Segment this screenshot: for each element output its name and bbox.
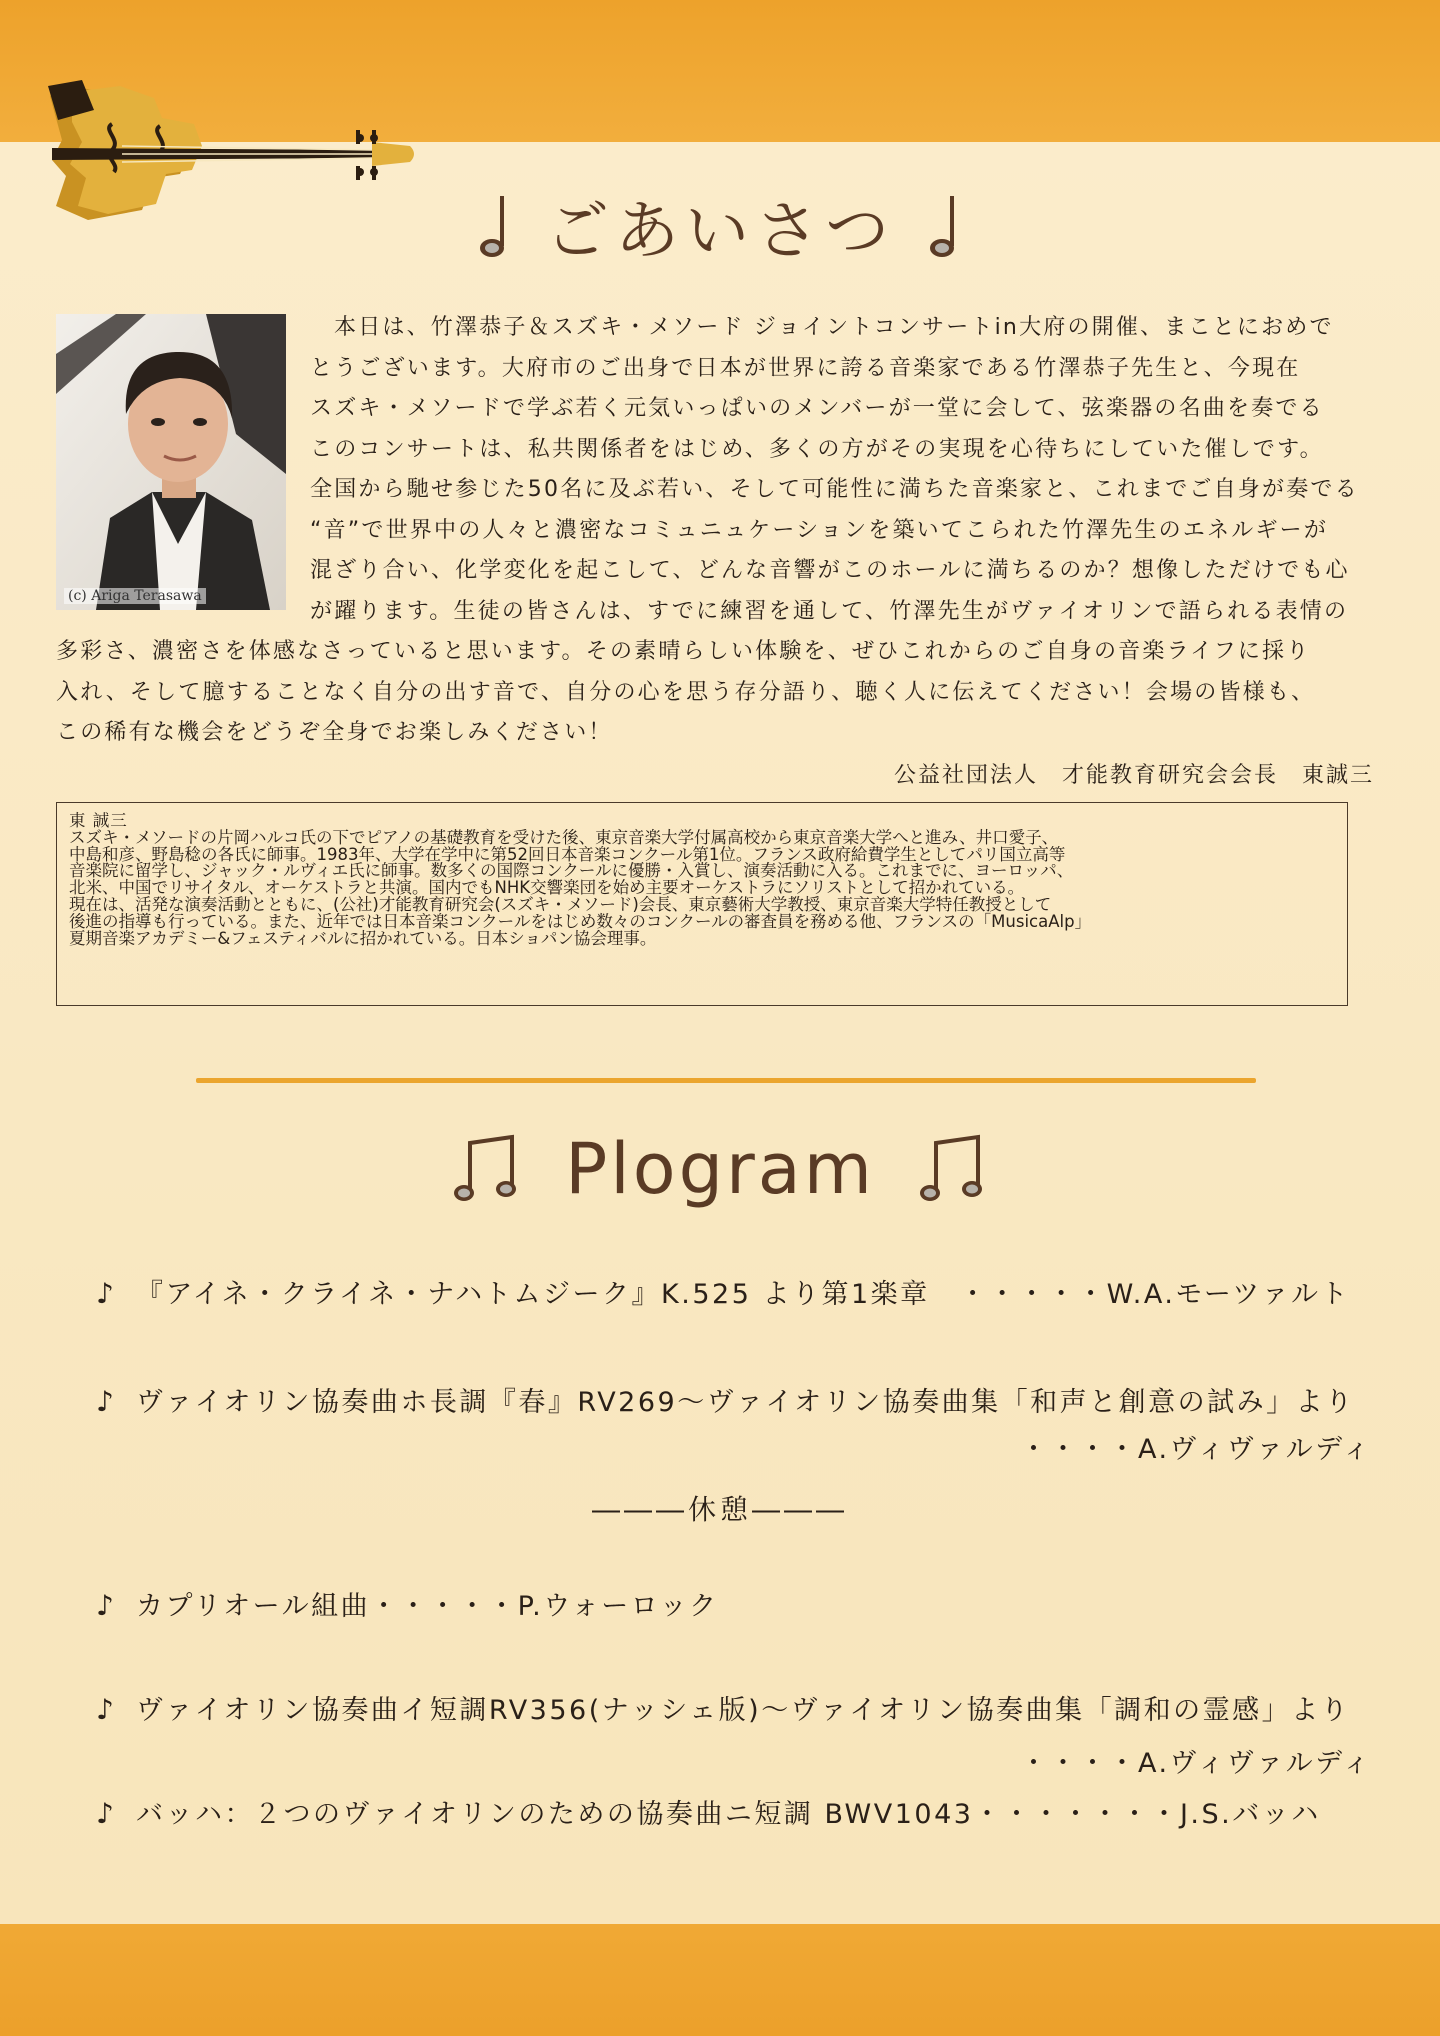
greeting-line: とうございます。大府市のご出身で日本が世界に誇る音楽家である竹澤恭子先生と、今現在 bbox=[310, 355, 1301, 381]
greeting-heading bbox=[0, 180, 1440, 272]
bio-line: 中島和彦、野島稔の各氏に師事。1983年、大学在学中に第52回日本音楽コンクール第1位。フランス政府給費学生としてパリ国立高等 bbox=[69, 844, 1066, 864]
bottom-color-band bbox=[0, 1924, 1440, 2036]
greeting-line: この稀有な機会をどうぞ全身でお楽しみください！ bbox=[56, 720, 613, 745]
photo-credit: (c) Ariga Terasawa bbox=[64, 588, 206, 604]
music-note-icon: ♪ bbox=[96, 1693, 117, 1726]
program-item bbox=[96, 1272, 1376, 1311]
program-item-text: バッハ：２つのヴァイオリンのための協奏曲ニ短調 BWV1043・・・・・・・J.S.バッハ bbox=[136, 1799, 1321, 1830]
bio-box bbox=[56, 802, 1348, 1006]
bio-name: 東 誠三 bbox=[69, 811, 128, 830]
program-item-text: ヴァイオリン協奏曲イ短調RV356(ナッシェ版)～ヴァイオリン協奏曲集「調和の霊感」より bbox=[136, 1695, 1351, 1726]
music-note-icon: ♪ bbox=[96, 1385, 117, 1418]
greeting-line: 入れ、そして臆することなく自分の出す音で、自分の心を思う存分語り、聴く人に伝えてください！会場の皆様も、 bbox=[56, 679, 1316, 705]
program-item-text: 『アイネ・クライネ・ナハトムジーク』K.525 より第1楽章 ・・・・・W.A.モーツァルト bbox=[136, 1279, 1350, 1310]
music-note-icon: ♪ bbox=[96, 1277, 117, 1310]
intermission: ―――休憩――― bbox=[591, 1493, 848, 1526]
bio-line: 後進の指導も行っている。また、近年では日本音楽コンクールをはじめ数々のコンクールの審査員を務める他、フランスの「MusicaAlp」 bbox=[69, 911, 1092, 931]
greeting-line: スズキ・メソードで学ぶ若く元気いっぱいのメンバーが一堂に会して、弦楽器の名曲を奏でる bbox=[310, 396, 1324, 421]
music-note-icon bbox=[928, 192, 962, 260]
bio-line: スズキ・メソードの片岡ハルコ氏の下でピアノの基礎教育を受けた後、東京音楽大学付属高校から東京音楽大学へと進み、井口愛子、 bbox=[69, 827, 1059, 847]
program-item-text: カプリオール組曲・・・・・P.ウォーロック bbox=[136, 1591, 719, 1622]
music-note-icon bbox=[478, 192, 512, 260]
greeting-line: このコンサートは、私共関係者をはじめ、多くの方がその実現を心待ちにしていた催しです。 bbox=[310, 436, 1324, 462]
program-heading bbox=[0, 1128, 1440, 1210]
greeting-line: 本日は、竹澤恭子＆スズキ・メソード ジョイントコンサートin大府の開催、まことにおめで bbox=[334, 315, 1334, 340]
music-note-icon: ♪ bbox=[96, 1589, 117, 1622]
bio-line: 音楽院に留学し、ジャック・ルヴィエ氏に師事。数多くの国際コンクールに優勝・入賞し、演奏活動に入る。これまでに、ヨーロッパ、 bbox=[69, 861, 1074, 881]
greeting-line: 混ざり合い、化学変化を起こして、どんな音響がこのホールに満ちるのか？想像しただけでも心 bbox=[310, 558, 1350, 583]
program-item-composer: ・・・・A.ヴィヴァルディ bbox=[1019, 1434, 1372, 1465]
program-item bbox=[96, 1792, 1376, 1831]
double-note-icon bbox=[454, 1133, 520, 1205]
greeting-text bbox=[56, 308, 1412, 754]
signature: 公益社団法人 才能教育研究会会長 東誠三 bbox=[893, 763, 1374, 788]
bio-line: 夏期音楽アカデミー&フェスティバルに招かれている。日本ショパン協会理事。 bbox=[69, 928, 657, 948]
section-divider bbox=[196, 1078, 1256, 1083]
music-note-icon: ♪ bbox=[96, 1797, 117, 1830]
program-title: Plogram bbox=[565, 1128, 875, 1210]
greeting-line: “音”で世界中の人々と濃密なコミュニュケーションを築いてこられた竹澤先生のエネルギーが bbox=[310, 517, 1329, 543]
greeting-line: が躍ります。生徒の皆さんは、すでに練習を通して、竹澤先生がヴァイオリンで語られる表情の bbox=[310, 598, 1349, 624]
program-item bbox=[96, 1380, 1376, 1466]
bio-line: 現在は、活発な演奏活動とともに、(公社)才能教育研究会(スズキ・メソード)会長、東京藝術大学教授、東京音楽大学特任教授として bbox=[69, 894, 1052, 914]
greeting-line: 多彩さ、濃密さを体感なさっていると思います。その素晴らしい体験を、ぜひこれからのご自身の音楽ライフに採り bbox=[56, 639, 1311, 664]
bio-line: 北米、中国でリサイタル、オーケストラと共演。国内でもNHK交響楽団を始め主要オーケストラにソリストとして招かれている。 bbox=[69, 878, 1025, 898]
greeting-title: ごあいさつ bbox=[545, 195, 895, 269]
program-item bbox=[96, 1584, 1376, 1623]
greeting-line: 全国から馳せ参じた50名に及ぶ若い、そして可能性に満ちた音楽家と、これまでご自身が奏でる bbox=[310, 477, 1359, 502]
program-item-text: ヴァイオリン協奏曲ホ長調『春』RV269～ヴァイオリン協奏曲集「和声と創意の試み」より bbox=[136, 1387, 1355, 1418]
program-item bbox=[96, 1688, 1376, 1780]
program-item-composer: ・・・・A.ヴィヴァルディ bbox=[1019, 1748, 1372, 1779]
double-note-icon bbox=[920, 1133, 986, 1205]
